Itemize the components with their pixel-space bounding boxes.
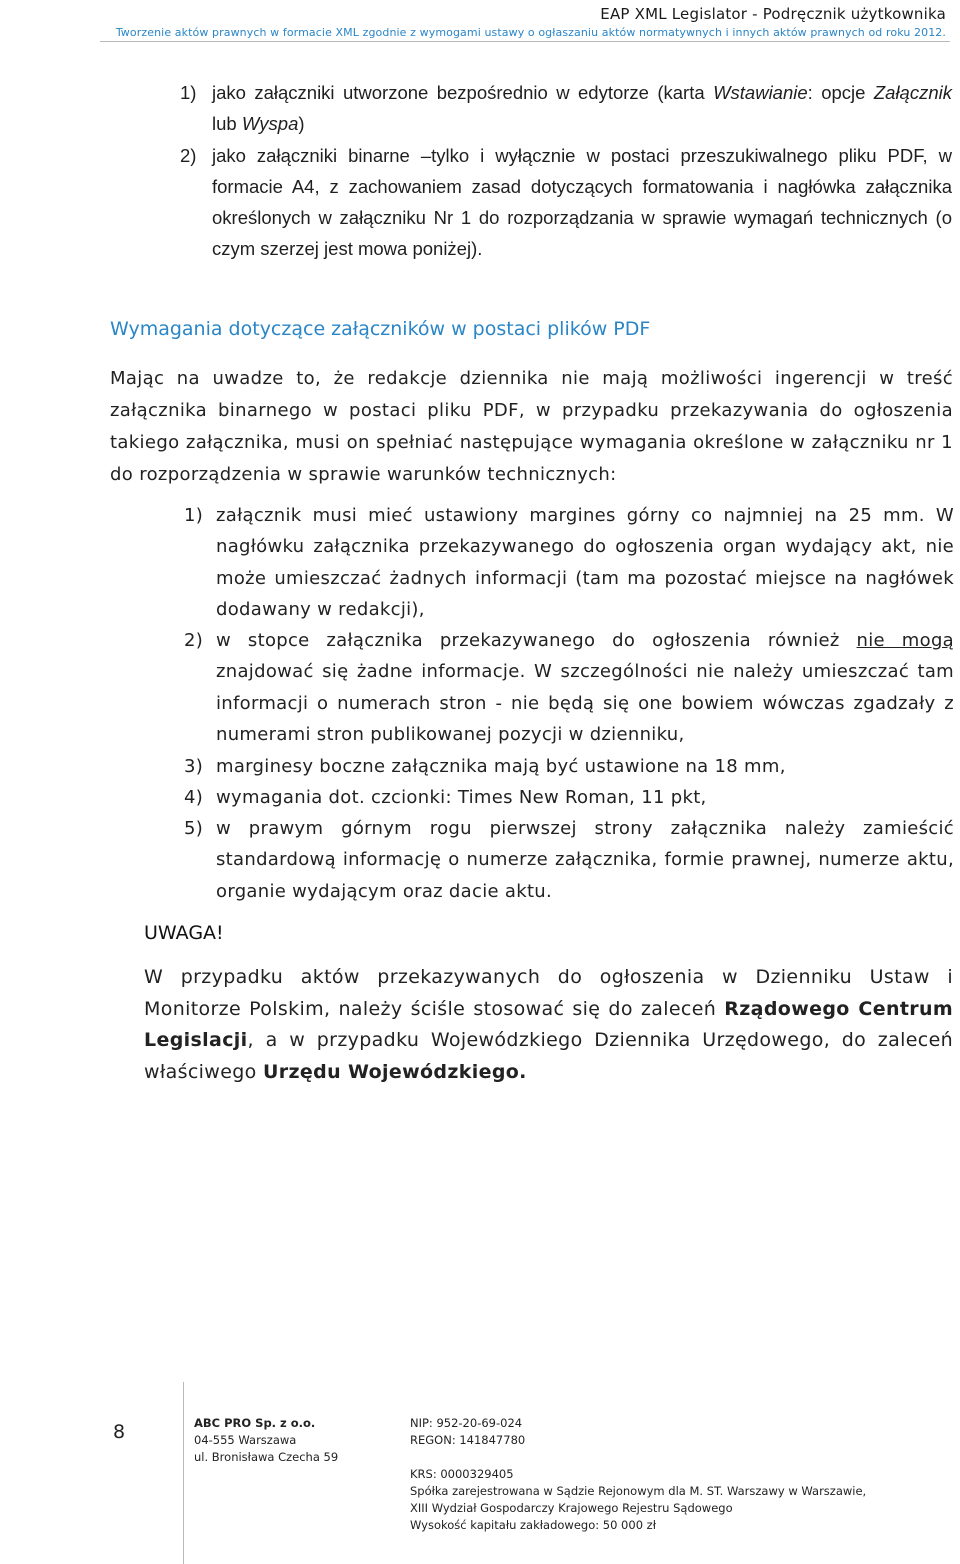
- list-text: jako załączniki utworzone bezpośrednio w edytorze (karta Wstawianie: opcje Załącznik lub Wyspa): [212, 82, 952, 134]
- list-text: załącznik musi mieć ustawiony margines górny co najmniej na 25 mm. W nagłówku załącznika przekazywanego do ogłoszenia organ wydający akt, nie może umieszczać żadnych informacji (tam ma pozostać miejsce na nagłówek dodawany w redakcji),: [216, 505, 954, 620]
- list-text: w prawym górnym rogu pierwszej strony załącznika należy zamieścić standardową informację o numerze załącznika, formie prawnej, numerze aktu, organie wydającym oraz dacie aktu.: [216, 818, 954, 902]
- list-number: 5): [184, 818, 204, 839]
- header-title: EAP XML Legislator - Podręcznik użytkownika: [600, 5, 946, 23]
- list-number: 1): [184, 505, 204, 526]
- krs: KRS: 0000329405: [410, 1467, 514, 1481]
- list-text: marginesy boczne załącznika mają być ustawione na 18 mm,: [216, 756, 786, 777]
- list-text: w stopce załącznika przekazywanego do ogłoszenia również nie mogą znajdować się żadne informacje. W szczególności nie należy umieszczać tam informacji o numerach stron - nie będą się one bowiem wówczas zgadzały z numerami stron publikowanej pozycji w dzienniku,: [216, 630, 954, 745]
- list-number: 4): [184, 787, 204, 808]
- requirement-item: [184, 625, 954, 750]
- warning-paragraph: W przypadku aktów przekazywanych do ogłoszenia w Dzienniku Ustaw i Monitorze Polskim, należy ściśle stosować się do zaleceń Rządowego Centrum Legislacji, a w przypadku Wojewódzkiego Dziennika Urzędowego, do zaleceń właściwego Urzędu Wojewódzkiego.: [144, 966, 953, 1083]
- list-item: [180, 77, 952, 139]
- company-name: ABC PRO Sp. z o.o.: [194, 1416, 316, 1430]
- list-text: wymagania dot. czcionki: Times New Roman, 11 pkt,: [216, 787, 707, 808]
- list-number: 2): [184, 630, 204, 651]
- list-number: 1): [180, 82, 197, 103]
- page-number: 8: [113, 1421, 126, 1443]
- requirement-item: [184, 751, 954, 782]
- org-name: Urzędu Wojewódzkiego.: [263, 1060, 527, 1083]
- regon: REGON: 141847780: [410, 1433, 526, 1447]
- requirement-item: [184, 782, 954, 813]
- list-text: jako załączniki binarne –tylko i wyłącznie w postaci przeszukiwalnego pliku PDF, w formacie A4, z zachowaniem zasad dotyczących formatowania i nagłówka załącznika określonych w załączniku Nr 1 do rozporządzania w sprawie wymagań technicznych (o czym szerzej jest mowa poniżej).: [212, 145, 952, 259]
- nip: NIP: 952-20-69-024: [410, 1416, 523, 1430]
- header-divider: [100, 41, 950, 42]
- org-name: Rządowego Centrum Legislacji: [144, 997, 953, 1051]
- list-item: [180, 140, 952, 264]
- requirement-item: [184, 813, 954, 907]
- company-street: ul. Bronisława Czecha 59: [194, 1450, 339, 1464]
- header-subtitle: Tworzenie aktów prawnych w formacie XML zgodnie z wymogami ustawy o ogłaszaniu aktów normatywnych i innych aktów prawnych od roku 2012.: [115, 26, 946, 39]
- footer-registry-block: [410, 1415, 866, 1534]
- court-line-1: Spółka zarejestrowana w Sądzie Rejonowym dla M. ST. Warszawy w Warszawie,: [410, 1484, 867, 1498]
- section-heading: Wymagania dotyczące załączników w postaci plików PDF: [110, 318, 651, 340]
- requirement-item: [184, 500, 954, 625]
- list-number: 3): [184, 756, 204, 777]
- emphasis-underlined: nie mogą: [856, 630, 954, 651]
- footer-divider: [183, 1382, 184, 1564]
- court-line-2: XIII Wydział Gospodarczy Krajowego Rejestru Sądowego: [410, 1501, 733, 1515]
- capital: Wysokość kapitału zakładowego: 50 000 zł: [410, 1518, 656, 1532]
- list-number: 2): [180, 145, 197, 166]
- company-postal: 04-555 Warszawa: [194, 1433, 297, 1447]
- intro-paragraph: Mając na uwadze to, że redakcje dziennika nie mają możliwości ingerencji w treść załącznika binarnego w postaci pliku PDF, w przypadku przekazywania do ogłoszenia takiego załącznika, musi on spełniać następujące wymagania określone w załączniku nr 1 do rozporządzenia w sprawie warunków technicznych:: [110, 368, 953, 485]
- footer-company-block: [194, 1415, 338, 1466]
- warning-label: UWAGA!: [144, 922, 224, 944]
